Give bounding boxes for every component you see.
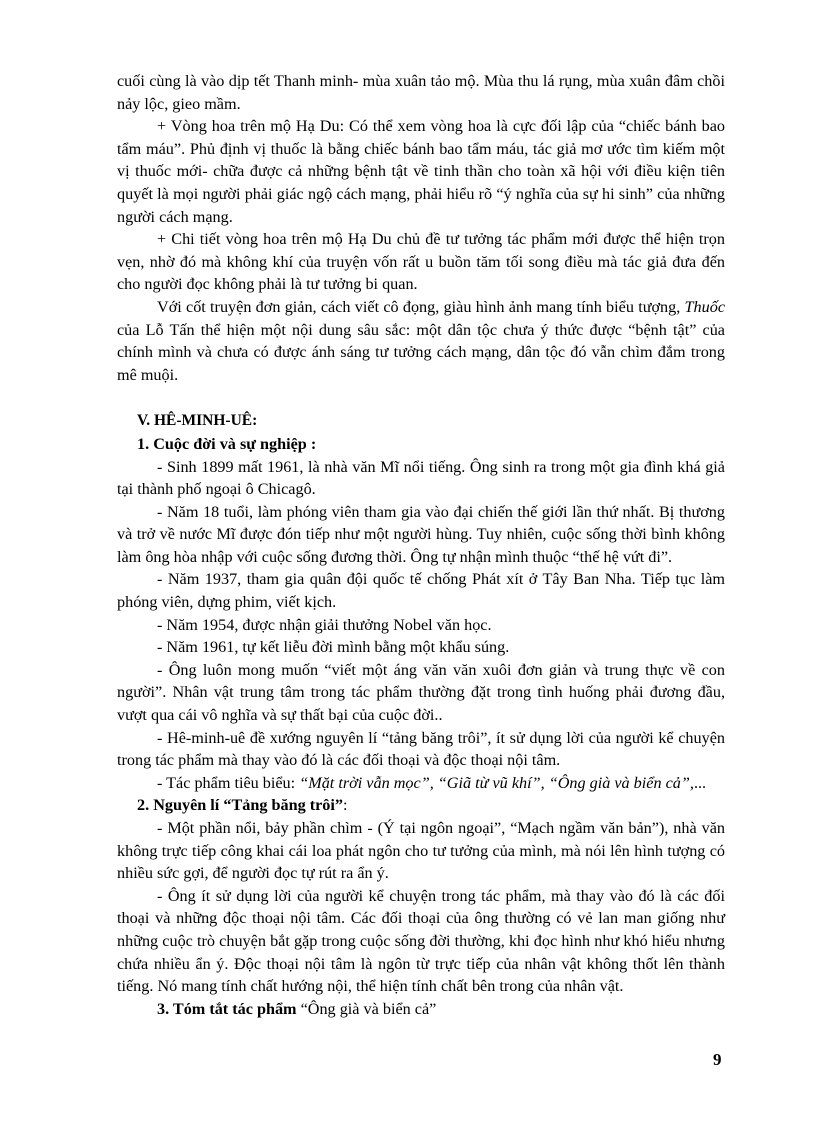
section-gap — [117, 386, 725, 410]
work-title-thuoc: Thuốc — [684, 297, 725, 316]
subsection-title-3 — [117, 998, 725, 1021]
text-run: : — [342, 796, 348, 815]
document-page — [117, 70, 725, 1020]
text-run: “Ông già và biển cả” — [296, 999, 437, 1018]
bullet-mong-muon: - Ông luôn mong muốn “viết một áng văn văn xuôi đơn giản và trung thực về con người”. Nhân vật trung tâm trong tác phẩm thường đặt trong tình huống phải đương đầu, vượt qua cái vô nghĩa và sự thất bại của cuộc đời.. — [117, 660, 725, 725]
bullet-doi-thoai: - Ông ít sử dụng lời của người kể chuyện trong tác phẩm, mà thay vào đó là các đối thoại và những độc thoại nội tâm. Các đối thoại của ông thường có vẻ lan man giống như những cuộc trò chuyện bắt gặp trong cuộc sống đời thường, khi đọc hình như khó hiểu nhưng chứa nhiều ẩn ý. Độc thoại nội tâm là ngôn từ trực tiếp của nhân vật không thốt lên thành tiếng. Nó mang tính chất hướng nội, thể hiện tính chất bên trong của nhân vật. — [117, 886, 725, 996]
bullet-war: - Năm 18 tuổi, làm phóng viên tham gia vào đại chiến thế giới lần thứ nhất. Bị thương và trở về nước Mĩ được đón tiếp như một người hùng. Tuy nhiên, cuộc sống thời bình không làm ông hòa nhập với cuộc sống đương thời. Ông tự nhận mình thuộc “thế hệ vứt đi”. — [117, 502, 725, 566]
works-list: “Mặt trời vẫn mọc”, “Giã từ vũ khí”, “Ông già và biển cả”, — [299, 773, 694, 792]
bullet-birth: - Sinh 1899 mất 1961, là nhà văn Mĩ nổi tiếng. Ông sinh ra trong một gia đình khá giả tại thành phố ngoại ô Chicagô. — [117, 457, 725, 499]
subsection-title-text: 3. Tóm tắt tác phẩm — [157, 999, 297, 1018]
section-title: V. HÊ-MINH-UÊ: — [137, 412, 258, 430]
subsection-title-text: 2. Nguyên lí “Tảng băng trôi” — [137, 796, 343, 815]
paragraph-thuoc-summary — [117, 296, 725, 386]
text-run: Với cốt truyện đơn giản, cách viết cô đọng, giàu hình ảnh mang tính biểu tượng, — [157, 297, 685, 316]
text-run: của Lỗ Tấn thể hiện một nội dung sâu sắc: một dân tộc chưa ý thức được “bệnh tật” của chính mình và chưa có được ánh sáng tư tưởng cách mạng, dân tộc đó vẫn chìm đắm trong mê muội. — [117, 320, 725, 384]
bullet-tang-bang-troi: - Hê-minh-uê đề xướng nguyên lí “tảng băng trôi”, ít sử dụng lời của người kể chuyện trong tác phẩm mà thay vào đó là các đối thoại và độc thoại nội tâm. — [117, 728, 725, 770]
subsection-title-text: 1. Cuộc đời và sự nghiệp : — [137, 434, 317, 453]
paragraph-chi-tiet-vong-hoa: + Chi tiết vòng hoa trên mộ Hạ Du chủ đề tư tưởng tác phẩm mới được thể hiện trọn vẹn, nhờ đó mà không khí của truyện vốn rất u buồn tăm tối song điều mà tác giả đưa đến cho người đọc không phải là tư tưởng bi quan. — [117, 230, 725, 294]
bullet-1937: - Năm 1937, tham gia quân đội quốc tế chống Phát xít ở Tây Ban Nha. Tiếp tục làm phóng viên, dựng phim, viết kịch. — [117, 570, 725, 612]
subsection-title-2 — [117, 794, 725, 817]
paragraph-tet-thanh-minh: cuối cùng là vào dịp tết Thanh minh- mùa xuân tảo mộ. Mùa thu lá rụng, mùa xuân đâm chồi nảy lộc, gieo mầm. — [117, 72, 725, 113]
text-run: - Tác phẩm tiêu biểu: — [157, 773, 300, 792]
bullet-mot-phan-noi: - Một phần nổi, bảy phần chìm - (Ý tại ngôn ngoại”, “Mạch ngầm văn bản”), nhà văn không trực tiếp công khai cái loa phát ngôn cho tư tưởng của mình, mà nói lên hình tượng có nhiều sức gợi, để người đọc tự rút ra ẩn ý. — [117, 819, 725, 883]
text-run: ... — [693, 773, 707, 792]
bullet-1961: - Năm 1961, tự kết liễu đời mình bằng một khẩu súng. — [157, 638, 510, 657]
bullet-nobel: - Năm 1954, được nhận giải thưởng Nobel văn học. — [157, 615, 492, 634]
paragraph-vong-hoa: + Vòng hoa trên mộ Hạ Du: Có thể xem vòng hoa là cực đối lập của “chiếc bánh bao tẩm máu”. Phủ định vị thuốc là bằng chiếc bánh bao tẩm máu, tác giả mơ ước tìm kiếm một vị thuốc mới- chữa được cả những bệnh tật về tinh thần cho toàn xã hội với điều kiện tiên quyết là mọi người phải giác ngộ cách mạng, phải hiểu rõ “ý nghĩa của sự hi sinh” của những người cách mạng. — [117, 117, 725, 226]
subsection-title-1 — [117, 433, 725, 456]
bullet-tac-pham — [117, 772, 725, 795]
page-number: 9 — [713, 1050, 722, 1069]
